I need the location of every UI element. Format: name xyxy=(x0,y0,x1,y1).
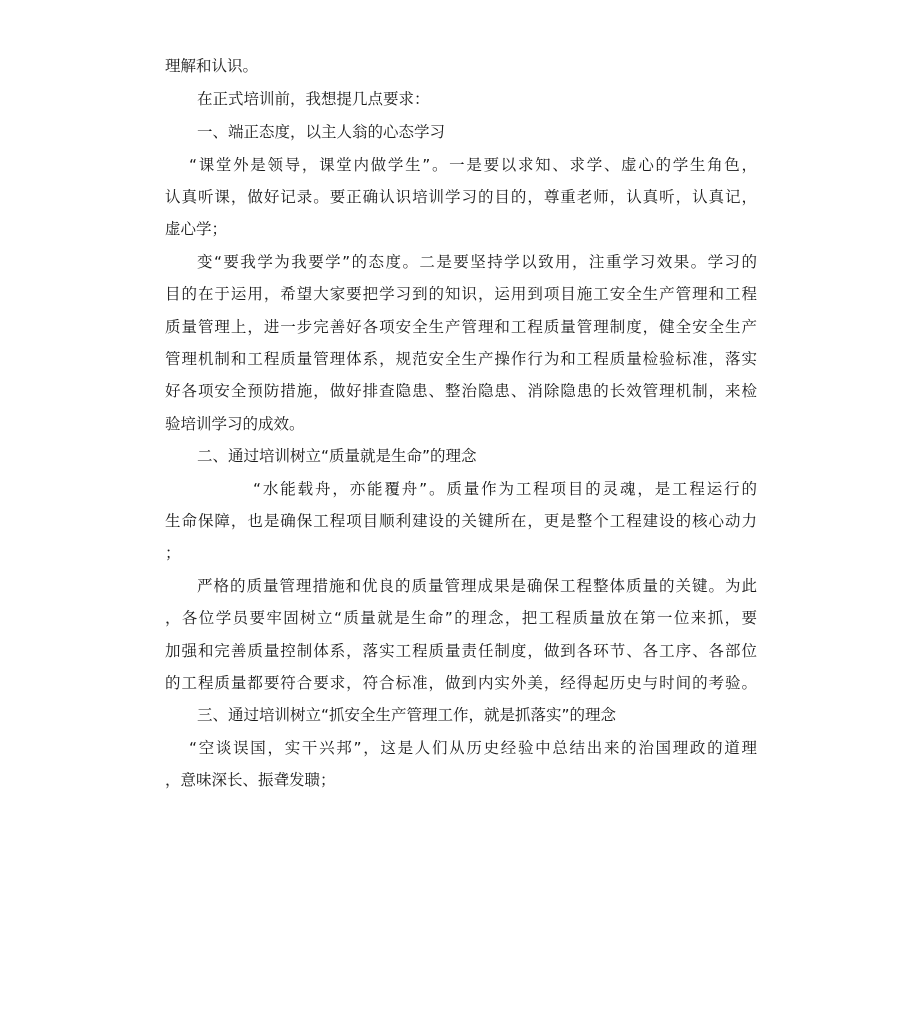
text-line-8: 目的在于运用，希望大家要把学习到的知识，运用到项目施工安全生产管理和工程 xyxy=(165,285,757,303)
text-line-7: 变“要我学为我要学”的态度。二是要坚持学以致用，注重学习效果。学习的 xyxy=(197,253,757,271)
text-line-16: ； xyxy=(165,544,181,562)
text-line-18: ，各位学员要牢固树立“质量就是生命”的理念，把工程质量放在第一位来抓，要 xyxy=(165,609,757,627)
text-line-23: ，意味深长、振聋发聩； xyxy=(165,771,336,789)
section-heading-3: 三、通过培训树立“抓安全生产管理工作，就是抓落实”的理念 xyxy=(197,706,617,724)
text-line-4: “课堂外是领导，课堂内做学生”。一是要以求知、求学、虚心的学生角色， xyxy=(189,156,757,174)
text-line-20: 的工程质量都要符合要求，符合标准，做到内实外美，经得起历史与时间的考验。 xyxy=(165,674,757,692)
text-line-12: 验培训学习的成效。 xyxy=(165,415,305,433)
text-line-6: 虚心学； xyxy=(165,220,228,238)
text-line-1: 理解和认识。 xyxy=(165,57,259,75)
text-line-9: 质量管理上，进一步完善好各项安全生产管理和工程质量管理制度，健全安全生产 xyxy=(165,318,757,336)
text-line-11: 好各项安全预防措施，做好排查隐患、整治隐患、消除隐患的长效管理机制，来检 xyxy=(165,382,757,400)
section-heading-2: 二、通过培训树立“质量就是生命”的理念 xyxy=(197,447,477,465)
text-line-14: “水能载舟，亦能覆舟”。质量作为工程项目的灵魂，是工程运行的 xyxy=(253,480,757,498)
text-line-15: 生命保障，也是确保工程项目顺利建设的关键所在，更是整个工程建设的核心动力 xyxy=(165,512,757,530)
text-line-17: 严格的质量管理措施和优良的质量管理成果是确保工程整体质量的关键。为此 xyxy=(197,577,757,595)
text-line-2: 在正式培训前，我想提几点要求： xyxy=(197,90,430,108)
text-line-19: 加强和完善质量控制体系，落实工程质量责任制度，做到各环节、各工序、各部位 xyxy=(165,642,757,660)
text-line-10: 管理机制和工程质量管理体系，规范安全生产操作行为和工程质量检验标准，落实 xyxy=(165,350,757,368)
section-heading-1: 一、端正态度，以主人翁的心态学习 xyxy=(197,123,446,141)
text-line-22: “空谈误国，实干兴邦”，这是人们从历史经验中总结出来的治国理政的道理 xyxy=(189,739,757,757)
text-line-5: 认真听课，做好记录。要正确认识培训学习的目的，尊重老师，认真听，认真记， xyxy=(165,188,757,206)
